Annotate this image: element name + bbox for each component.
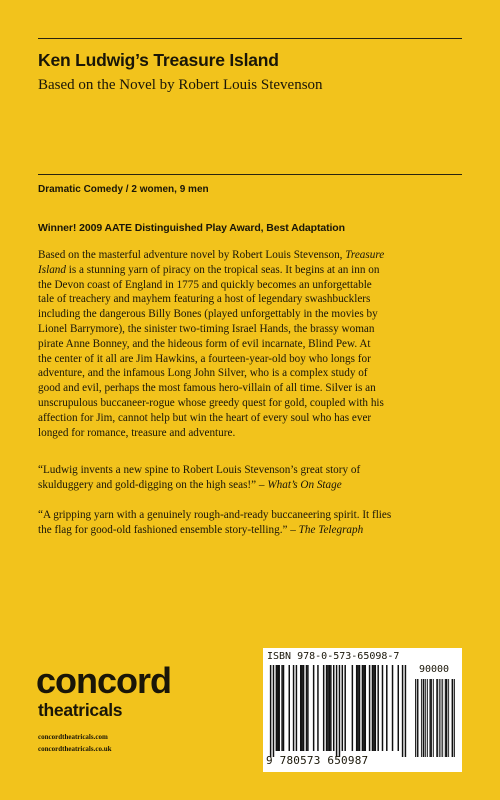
barcode-bar — [382, 665, 383, 751]
addon-bar — [448, 679, 449, 757]
addon-bar — [441, 679, 442, 757]
description-line: longed for romance, treasure and adventure. — [38, 426, 236, 439]
barcode-bar — [330, 665, 331, 751]
barcode-bar — [326, 665, 327, 751]
publisher-url-uk: concordtheatricals.co.uk — [38, 745, 112, 753]
barcode-bar — [392, 665, 393, 751]
barcode-bar — [303, 665, 304, 751]
barcode-bar — [356, 665, 357, 751]
quote-source: The Telegraph — [298, 523, 364, 536]
addon-bar — [430, 679, 431, 757]
addon-bar — [436, 679, 437, 757]
top-rule — [38, 38, 462, 39]
barcode-bar — [296, 665, 297, 751]
addon-bar — [417, 679, 418, 757]
barcode-bar — [273, 665, 274, 757]
description-line: pirate Anne Bonney, and the hideous form of evil incarnate, Blind Pew. At — [38, 337, 371, 350]
ean-barcode-bars — [267, 665, 409, 757]
barcode-bar — [373, 665, 374, 751]
addon-bar — [423, 679, 424, 757]
barcode-bar — [336, 665, 337, 757]
play-subtitle: Based on the Novel by Robert Louis Stevenson — [38, 77, 323, 93]
ean-digits: 9 780573 650987 — [266, 754, 369, 767]
publisher-logo-theatricals: theatricals — [38, 700, 123, 720]
description-line: tale of treachery and mayhem featuring a host of legendary swashbucklers — [38, 293, 371, 306]
barcode-bar — [405, 665, 406, 757]
quote-source: What’s On Stage — [267, 478, 342, 491]
barcode-bar — [323, 665, 324, 751]
barcode-bar — [276, 665, 277, 751]
addon-bar — [421, 679, 422, 757]
addon-bar — [454, 679, 455, 757]
award-line: Winner! 2009 AATE Distinguished Play Award, Best Adaptation — [38, 222, 345, 234]
barcode-bar — [352, 665, 353, 751]
addon-bar — [446, 679, 447, 757]
barcode-bar — [363, 665, 364, 751]
addon-bar — [452, 679, 453, 757]
section-rule — [38, 174, 462, 175]
genre-cast-line: Dramatic Comedy / 2 women, 9 men — [38, 184, 209, 195]
addon-bar — [424, 679, 425, 757]
barcode-bar — [281, 665, 282, 751]
barcode-bar — [293, 665, 294, 751]
publisher-logo-concord: concord — [36, 660, 172, 701]
barcode-bar — [317, 665, 318, 751]
addon-bar — [442, 679, 443, 757]
barcode-bar — [306, 665, 307, 751]
review-quote-whats-on-stage: “Ludwig invents a new spine to Robert Louis Stevenson’s great story of skulduggery and gold-digging on the high seas!” – What’s On Stage — [38, 464, 361, 491]
barcode-bar — [386, 665, 387, 751]
barcode-bar — [344, 665, 345, 751]
addon-bar — [425, 679, 426, 757]
addon-bar — [415, 679, 416, 757]
barcode-bar — [359, 665, 360, 751]
addon-bar — [429, 679, 430, 757]
barcode-bar — [369, 665, 370, 751]
addon-bar — [445, 679, 446, 757]
description-line: including the dangerous Billy Bones (played unforgettably in the movies by — [38, 308, 378, 321]
barcode-bar — [301, 665, 302, 751]
barcode-bar — [307, 665, 308, 751]
description-line: Island is a stunning yarn of piracy on the tropical seas. It begins at an inn on — [38, 263, 380, 276]
isbn-barcode — [263, 648, 462, 772]
barcode-bar — [327, 665, 328, 751]
description-line: Based on the masterful adventure novel by Robert Louis Stevenson, Treasure — [38, 249, 385, 261]
addon-digits: 90000 — [418, 664, 450, 675]
barcode-bar — [398, 665, 399, 751]
addon-bar — [431, 679, 432, 757]
description-line: the center of it all are Jim Hawkins, a fourteen-year-old boy who longs for — [38, 352, 371, 365]
description-line: good and evil, perhaps the most famous hero-villain of all time. Silver is an — [38, 382, 376, 395]
addon-bar — [427, 679, 428, 757]
barcode-bar — [300, 665, 301, 751]
barcode-bar — [402, 665, 403, 757]
barcode-bar — [270, 665, 271, 757]
description-line: affection for Jim, cannot help but win the heart of every soul who has ever — [38, 411, 372, 424]
addon-bar — [418, 679, 419, 757]
barcode-bar — [283, 665, 284, 751]
barcode-bar — [278, 665, 279, 751]
addon-bar — [433, 679, 434, 757]
addon-barcode-bars — [415, 679, 455, 757]
addon-bar — [452, 679, 453, 757]
barcode-bar — [357, 665, 358, 751]
barcode-bar — [342, 665, 343, 751]
barcode-bar — [377, 665, 378, 751]
barcode-bar — [372, 665, 373, 751]
barcode-bar — [313, 665, 314, 751]
barcode-bar — [329, 665, 330, 751]
barcode-bar — [375, 665, 376, 751]
barcode-bar — [333, 665, 334, 751]
barcode-bar — [289, 665, 290, 751]
barcode-bar — [339, 665, 340, 757]
description-line: unscrupulous buccaneer-rogue whose greedy quest for gold, coupled with his — [38, 396, 384, 409]
description-line: adventure, and the infamous Long John Silver, who is a complex study of — [38, 367, 368, 380]
addon-bar — [446, 679, 447, 757]
review-quote-telegraph: “A gripping yarn with a genuinely rough-and-ready buccaneering spirit. It flies the flag for good-old fashioned ensemble story-telling.” – The Telegraph — [38, 509, 392, 536]
publisher-url-com: concordtheatricals.com — [38, 733, 108, 741]
description-line: Lionel Barrymore), the sinister two-timing Israel Hands, the brassy woman — [38, 322, 375, 335]
barcode-bar — [365, 665, 366, 751]
description-line: the Devon coast of England in 1775 and quickly becomes an unforgettable — [38, 278, 372, 291]
isbn-label: ISBN 978-0-573-65098-7 — [267, 651, 400, 662]
addon-bar — [437, 679, 438, 757]
play-title: Ken Ludwig’s Treasure Island — [38, 50, 279, 70]
barcode-bar — [362, 665, 363, 751]
barcode-bar — [277, 665, 278, 751]
addon-bar — [439, 679, 440, 757]
description-paragraph — [38, 248, 468, 440]
